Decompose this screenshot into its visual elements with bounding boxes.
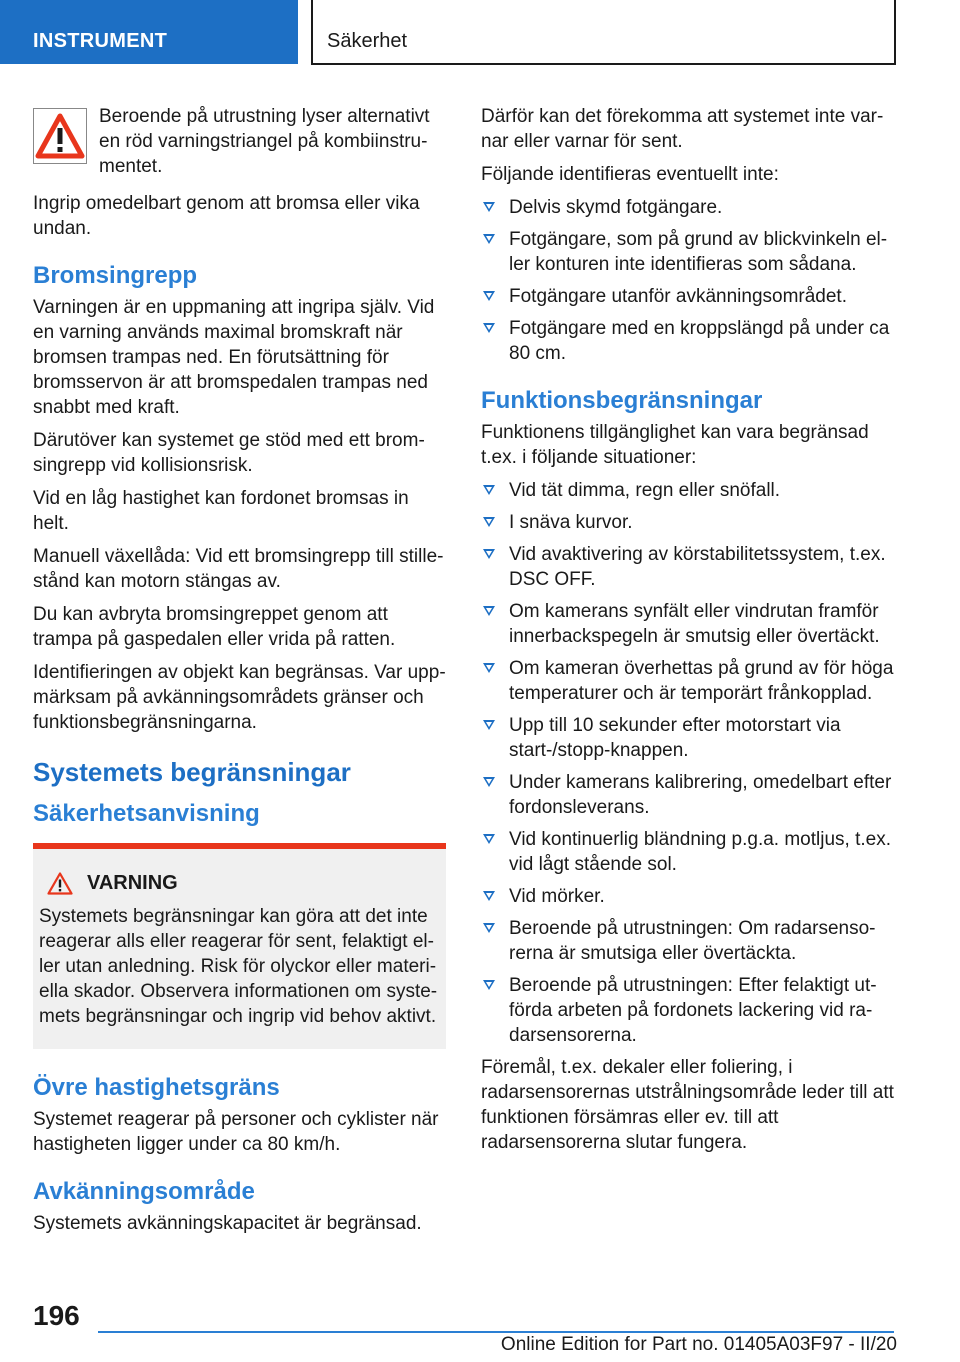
bullet-triangle-icon bbox=[483, 549, 495, 559]
intro-action: Ingrip omedelbart genom att bromsa eller vika undan. bbox=[33, 193, 420, 239]
bullet-triangle-icon bbox=[483, 202, 495, 212]
brake-heading: Bromsingrepp bbox=[33, 262, 198, 289]
warning-box bbox=[33, 843, 446, 1049]
range-heading: Avkänningsområde bbox=[33, 1178, 255, 1205]
list-item: Beroende på utrustningen: Om radarsensorerna är smutsiga eller övertäckta. bbox=[481, 916, 894, 966]
warning-lamp-note bbox=[33, 104, 446, 179]
warning-text: Systemets begränsningar kan göra att det inte reagerar alls eller reagerar för sent, felaktigt eller utan anledning. Risk för olyckor eller materiella skador. Observera informationen om systemets begränsningar och ingrip vid behov aktivt. bbox=[39, 906, 438, 1027]
section-header bbox=[311, 0, 896, 65]
brake-paragraph: Därutöver kan systemet ge stöd med ett bromsingrepp vid kollisionsrisk. bbox=[33, 430, 425, 476]
speed-heading: Övre hastighetsgräns bbox=[33, 1074, 280, 1101]
bullet-triangle-icon bbox=[483, 663, 495, 673]
closing-text: Föremål, t.ex. dekaler eller foliering, i radarsensorernas utstrålningsområde leder till att funktionen försämras eller ev. till att radarsensorerna slutar fungera. bbox=[481, 1057, 894, 1153]
bullet-triangle-icon bbox=[483, 980, 495, 990]
not-identified-intro: Följande identifieras eventuellt inte: bbox=[481, 164, 779, 185]
brake-paragraph: Varningen är en uppmaning att ingripa själv. Vid en varning används maximal bromskraft när bromsen trampas ned. En förutsättning för bromsservon är att bromspedalen trampas ned snabbt med kraft. bbox=[33, 297, 435, 418]
warning-triangle-icon bbox=[33, 108, 87, 164]
bullet-triangle-icon bbox=[483, 485, 495, 495]
chapter-title: INSTRUMENT bbox=[33, 30, 168, 52]
list-item: Beroende på utrustningen: Efter felaktigt utförda arbeten på fordonets lackering vid radarsensorerna. bbox=[481, 973, 894, 1048]
bullet-triangle-icon bbox=[483, 234, 495, 244]
func-heading: Funktionsbegränsningar bbox=[481, 387, 763, 414]
page-number: 196 bbox=[33, 1300, 80, 1331]
bullet-triangle-icon bbox=[483, 923, 495, 933]
safety-heading: Säkerhetsanvisning bbox=[33, 800, 260, 827]
bullet-triangle-icon bbox=[483, 720, 495, 730]
chapter-tab bbox=[0, 0, 298, 64]
list-item: Fotgängare utanför avkänningsområdet. bbox=[481, 284, 894, 309]
warning-triangle-icon bbox=[47, 872, 73, 895]
list-item: Om kamerans synfält eller vindrutan framför innerbackspegeln är smutsig eller övertäckt. bbox=[481, 599, 894, 649]
not-identified-list bbox=[481, 195, 894, 366]
list-item: Delvis skymd fotgängare. bbox=[481, 195, 894, 220]
bullet-triangle-icon bbox=[483, 834, 495, 844]
right-intro: Därför kan det förekomma att systemet inte varnar eller varnar för sent. bbox=[481, 106, 884, 152]
bullet-triangle-icon bbox=[483, 323, 495, 333]
list-item: Fotgängare med en kroppslängd på under ca 80 cm. bbox=[481, 316, 894, 366]
section-title: Säkerhet bbox=[327, 30, 408, 52]
warning-title: VARNING bbox=[87, 872, 178, 894]
list-item: Vid tät dimma, regn eller snöfall. bbox=[481, 478, 894, 503]
list-item: Om kameran överhettas på grund av för höga temperaturer och är temporärt frånkopplad. bbox=[481, 656, 894, 706]
brake-paragraph: Identifieringen av objekt kan begränsas. Var uppmärksam på avkänningsområdets gränser och funktionsbegränsningarna. bbox=[33, 662, 446, 733]
func-intro: Funktionens tillgänglighet kan vara begränsad t.ex. i följande situationer: bbox=[481, 422, 869, 468]
func-list bbox=[481, 478, 894, 1048]
bullet-triangle-icon bbox=[483, 291, 495, 301]
list-item: Vid avaktivering av körstabilitetssystem, t.ex. DSC OFF. bbox=[481, 542, 894, 592]
brake-paragraph: Du kan avbryta bromsingreppet genom att trampa på gaspedalen eller vrida på ratten. bbox=[33, 604, 396, 650]
list-item: Vid mörker. bbox=[481, 884, 894, 909]
bullet-triangle-icon bbox=[483, 891, 495, 901]
bullet-triangle-icon bbox=[483, 777, 495, 787]
bullet-triangle-icon bbox=[483, 517, 495, 527]
list-item: Under kamerans kalibrering, omedelbart efter fordonsleverans. bbox=[481, 770, 894, 820]
right-column bbox=[481, 104, 894, 1163]
edition-text: Online Edition for Part no. 01405A03F97 - II/20 bbox=[500, 1334, 897, 1355]
footer-divider bbox=[98, 1331, 894, 1333]
brake-paragraph: Vid en låg hastighet kan fordonet bromsas in helt. bbox=[33, 488, 409, 534]
brake-paragraph: Manuell växellåda: Vid ett bromsingrepp till stillestånd kan motorn stängas av. bbox=[33, 546, 444, 592]
warning-title-row bbox=[39, 871, 438, 896]
list-item: Vid kontinuerlig bländning p.g.a. motljus, t.ex. vid lågt stående sol. bbox=[481, 827, 894, 877]
list-item: Upp till 10 sekunder efter motorstart via start-/stopp-knappen. bbox=[481, 713, 894, 763]
list-item: Fotgängare, som på grund av blickvinkeln eller konturen inte identifieras som sådana. bbox=[481, 227, 894, 277]
limits-heading: Systemets begränsningar bbox=[33, 757, 351, 787]
list-item: I snäva kurvor. bbox=[481, 510, 894, 535]
range-text: Systemets avkänningskapacitet är begränsad. bbox=[33, 1213, 422, 1234]
left-column bbox=[33, 104, 446, 1244]
warning-lamp-text: Beroende på utrustning lyser alternativt en röd varningstriangel på kombiinstrumentet. bbox=[99, 106, 430, 177]
bullet-triangle-icon bbox=[483, 606, 495, 616]
speed-text: Systemet reagerar på personer och cyklister när hastigheten ligger under ca 80 km/h. bbox=[33, 1109, 439, 1155]
